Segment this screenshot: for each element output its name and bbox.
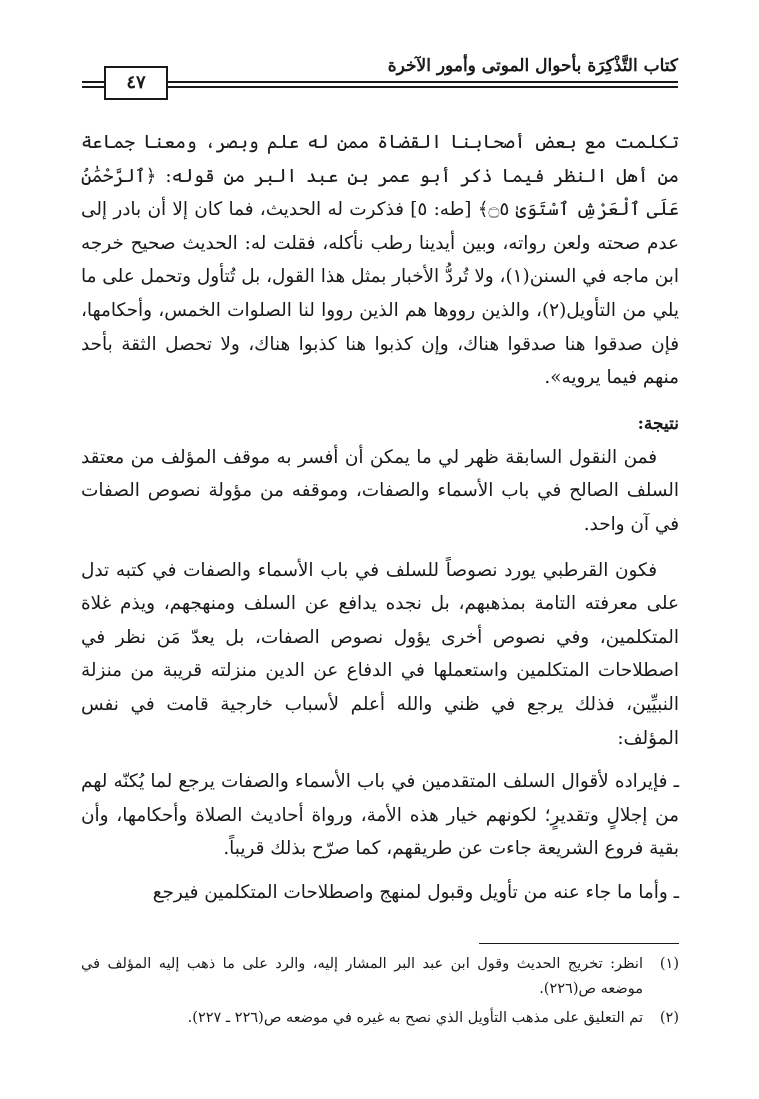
footnote-text: انظر: تخريج الحديث وقول ابن عبد البر المشار إليه، والرد على ما ذهب إليه المؤلف في موضعه ص(٢٢٦). [81,956,643,997]
paragraph: ـ وأما ما جاء عنه من تأويل وقبول لمنهج واصطلاحات المتكلمين فيرجع [152,881,679,903]
header-rule [168,81,678,83]
running-title: كتاب التَّذْكِرَة بأحوال الموتى وأمور الآخرة [387,56,678,76]
paragraph-quote: تكلمت مع بعض أصحابنا القضاة ممن له علم وبصر، ومعنا جماعة من أهل النظر فيما ذكر أبو عمر بن عبد البر من قوله: ﴿ٱلرَّحْمَٰنُ عَلَى ٱلْعَرْشِ ٱسْتَوَىٰ ۝٥﴾ [طه: ٥] فذكرت له الحديث، فما كان إلا أن بادر إلى عدم صحته ولعن رواته، وبين أيدينا رطب نأكله، فقلت له: الحديث صحيح خرجه ابن ماجه في السنن(١)، ولا تُردُّ الأخبار بمثل هذا القول، بل تُتأول وتحمل على ما يلي من التأويل(٢)، والذين رووها هم الذين رووا لنا الصلوات الخمس، وأحكامها، فإن صدقوا هنا صدقوا هناك، وإن كذبوا هنا كذبوا هناك، ولا تحصل الثقة بأحد منهم فيما يرويه». [81,132,679,389]
paragraph: ـ فإيراده لأقوال السلف المتقدمين في باب الأسماء والصفات يرجع لما يُكنّه لهم من إجلالٍ وتقديرٍ؛ لكونهم خيار هذه الأمة، ورواة أحاديث الصلاة وأحكامها، وأن بقية فروع الشريعة جاءت عن طريقهم، كما صرّح بذلك قريباً. [81,771,679,860]
footnote-number: (٢) [659,1010,679,1026]
section-heading: نتيجة: [637,413,679,434]
main-text [81,126,679,909]
page-header [82,52,678,100]
footnote-number: (١) [659,956,679,972]
footnote [81,952,679,1002]
footnote [81,1006,679,1031]
header-rule [168,86,678,88]
footnotes [81,952,679,1035]
paragraph: فكون القرطبي يورد نصوصاً للسلف في باب الأسماء والصفات في كتبه تدل على معرفته التامة بمذهبهم، بل نجده يدافع عن السلف ومنهجهم، ويذم غلاة المتكلمين، وفي نصوص أخرى يؤول نصوص الصفات، بل يعدّ مَن نظر في اصطلاحات المتكلمين واستعملها في الدفاع عن الدين منزلته قريبة من منزلة النبيِّين، فذلك يرجع في ظني والله أعلم لأسباب خارجية قامت في نفس المؤلف: [81,559,679,749]
header-rule [82,81,104,83]
footnote-separator [479,943,679,944]
header-rule [82,86,104,88]
paragraph: فمن النقول السابقة ظهر لي ما يمكن أن أفسر به موقف المؤلف من معتقد السلف الصالح في باب الأسماء والصفات، وموقفه من مؤولة نصوص الصفات في آن واحد. [81,446,679,535]
footnote-text: تم التعليق على مذهب التأويل الذي نصح به غيره في موضعه ص(٢٢٦ ـ ٢٢٧). [187,1010,643,1026]
page-number: ٤٧ [104,66,168,100]
